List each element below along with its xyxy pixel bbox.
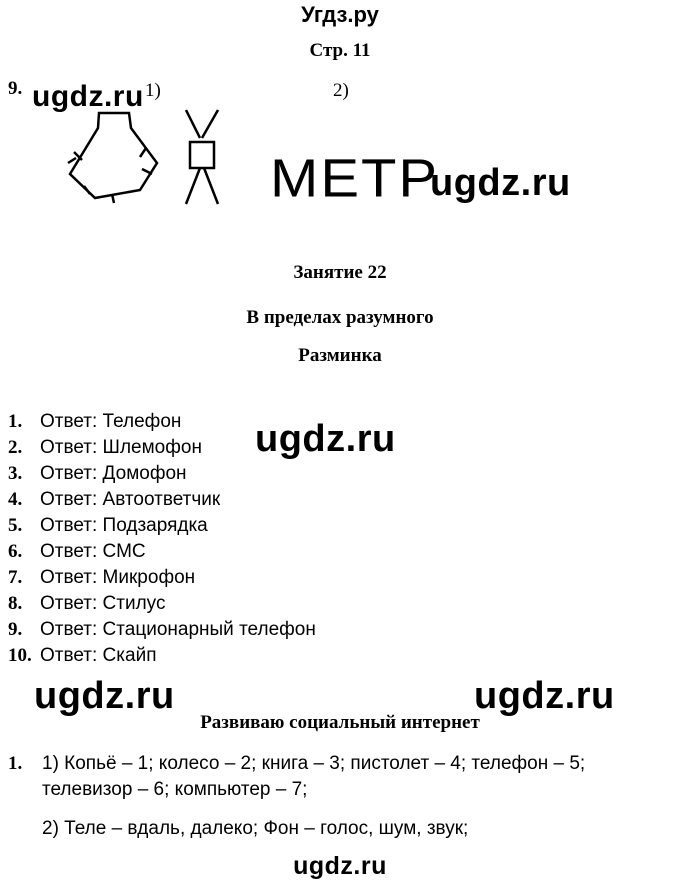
watermark: ugdz.ru xyxy=(34,675,175,717)
section-2-line-1: 1) Копьё – 1; колесо – 2; книга – 3; пистолет – 4; телефон – 5; xyxy=(42,753,586,774)
section-2-item-number: 1. xyxy=(8,753,23,774)
site-title: Угдз.ру xyxy=(301,2,379,27)
list-item: 4. Ответ: Автоответчик xyxy=(8,489,221,510)
list-item: 5. Ответ: Подзарядка xyxy=(8,515,208,536)
section-2-line-3: 2) Теле – вдаль, далеко; Фон – голос, шум, звук; xyxy=(42,818,469,839)
vase-figure xyxy=(62,108,162,208)
section-2-line-2: телевизор – 6; компьютер – 7; xyxy=(42,779,308,800)
watermark: ugdz.ru xyxy=(32,80,144,113)
list-item: 3. Ответ: Домофон xyxy=(8,463,187,484)
word-metr: МЕТР xyxy=(270,148,440,209)
list-item: 6. Ответ: СМС xyxy=(8,541,146,562)
list-item: 7. Ответ: Микрофон xyxy=(8,567,196,588)
section-2-heading: Развиваю социальный интернет xyxy=(200,712,480,733)
list-item: 9. Ответ: Стационарный телефон xyxy=(8,619,316,640)
lesson-title: Занятие 22 xyxy=(293,262,387,283)
list-item: 10. Ответ: Скайп xyxy=(8,645,157,666)
watermark: ugdz.ru xyxy=(293,852,387,880)
antenna-figure xyxy=(180,108,225,208)
section-heading: Разминка xyxy=(298,345,382,366)
list-item: 1. Ответ: Телефон xyxy=(8,411,182,432)
page-reference: Стр. 11 xyxy=(309,40,371,61)
watermark: ugdz.ru xyxy=(430,162,571,204)
list-item: 8. Ответ: Стилус xyxy=(8,593,166,614)
lesson-subtitle: В пределах разумного xyxy=(246,307,434,328)
task-number: 9. xyxy=(8,78,23,99)
task-part-1-label: 1) xyxy=(145,80,161,101)
watermark: ugdz.ru xyxy=(474,675,615,717)
list-item: 2. Ответ: Шлемофон xyxy=(8,437,202,458)
task-part-2-label: 2) xyxy=(333,80,349,101)
watermark: ugdz.ru xyxy=(255,418,396,460)
